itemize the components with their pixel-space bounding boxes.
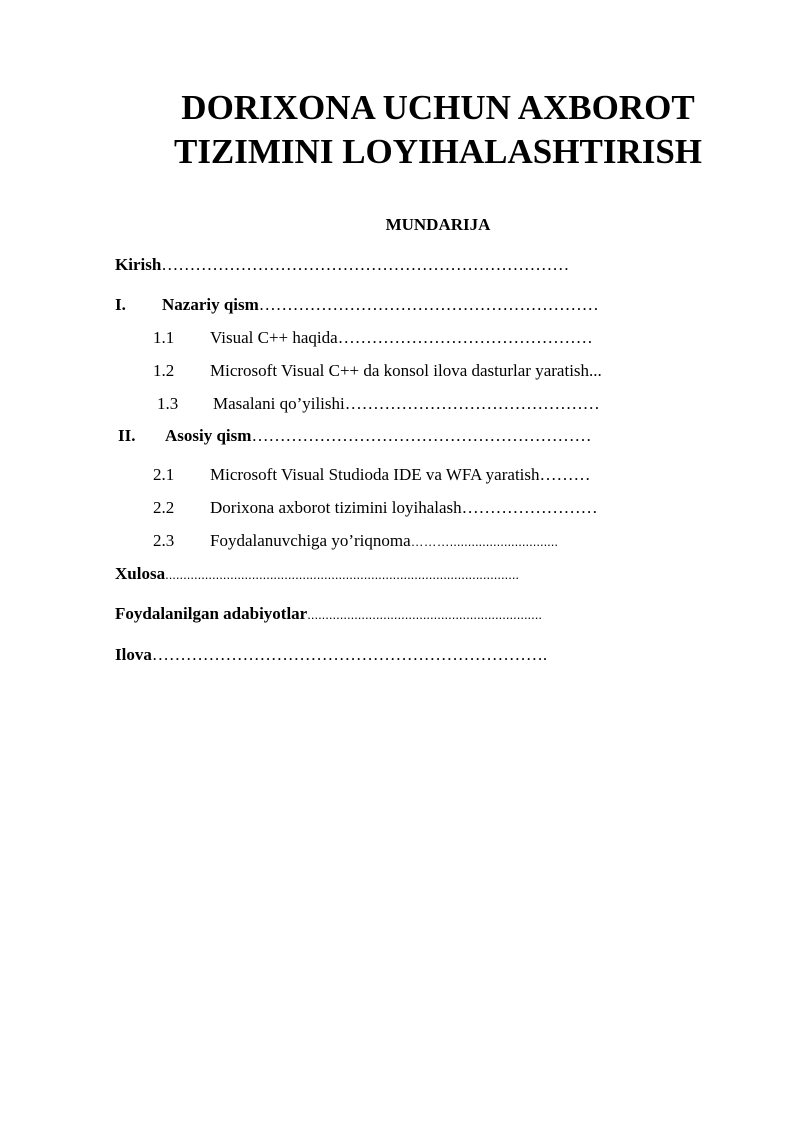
- toc-1-3-dots: ………………………………………: [344, 394, 600, 413]
- toc-entry-section2: [118, 426, 591, 446]
- toc-section2-number: II.: [118, 426, 136, 445]
- toc-conclusion-dots: ..................................................................................................: [165, 567, 520, 582]
- toc-entry-1-3: [157, 394, 600, 414]
- toc-entry-section1: [115, 295, 599, 315]
- toc-2-3-number: 2.3: [153, 531, 175, 550]
- toc-section1-label: Nazariy qism: [162, 295, 259, 314]
- toc-2-1-number: 2.1: [153, 465, 175, 484]
- document-title-line1: DORIXONA UCHUN AXBOROT: [181, 88, 695, 127]
- toc-2-2-dots: ……………………: [461, 498, 598, 517]
- toc-section2-dots: ……………………………………………………: [251, 426, 592, 445]
- toc-entry-references: [115, 604, 542, 625]
- toc-section1-number: I.: [115, 295, 126, 314]
- toc-1-2-dots: ...: [589, 361, 602, 380]
- toc-entry-appendix: [115, 645, 547, 665]
- toc-appendix-dots: …………………………………………………………….: [151, 645, 548, 664]
- toc-intro-label: Kirish: [115, 255, 162, 274]
- toc-entry-2-3: [153, 531, 558, 552]
- toc-2-1-dots: ………: [539, 465, 591, 484]
- toc-2-3-dots: ………..............................: [410, 534, 559, 549]
- toc-entry-2-2: [153, 498, 598, 518]
- toc-2-1-text: Microsoft Visual Studioda IDE va WFA yaratish: [210, 465, 540, 484]
- toc-entry-intro: [115, 255, 569, 275]
- toc-1-2-number: 1.2: [153, 361, 175, 380]
- toc-appendix-label: Ilova: [115, 645, 152, 664]
- toc-section1-dots: ……………………………………………………: [258, 295, 599, 314]
- contents-heading: MUNDARIJA: [385, 215, 491, 234]
- toc-entry-1-1: [153, 328, 593, 348]
- toc-1-2-text: Microsoft Visual C++ da konsol ilova dasturlar yaratish: [210, 361, 590, 380]
- toc-entry-conclusion: [115, 564, 519, 585]
- toc-entry-2-1: [153, 465, 591, 485]
- toc-references-label: Foydalanilgan adabiyotlar: [115, 604, 308, 623]
- toc-2-2-number: 2.2: [153, 498, 175, 517]
- toc-2-2-text: Dorixona axborot tizimini loyihalash: [210, 498, 462, 517]
- toc-1-3-number: 1.3: [157, 394, 179, 413]
- toc-intro-dots: ………………………………………………………………: [161, 255, 570, 274]
- toc-1-1-text: Visual C++ haqida: [210, 328, 338, 347]
- toc-1-1-dots: ………………………………………: [337, 328, 593, 347]
- toc-references-dots: .................................................................: [307, 607, 543, 622]
- toc-entry-1-2: [153, 361, 602, 381]
- toc-section2-label: Asosiy qism: [165, 426, 252, 445]
- toc-conclusion-label: Xulosa: [115, 564, 166, 583]
- toc-1-1-number: 1.1: [153, 328, 175, 347]
- document-title-line2: TIZIMINI LOYIHALASHTIRISH: [173, 132, 703, 171]
- toc-1-3-text: Masalani qo’yilishi: [213, 394, 345, 413]
- toc-2-3-text: Foydalanuvchiga yo’riqnoma: [210, 531, 411, 550]
